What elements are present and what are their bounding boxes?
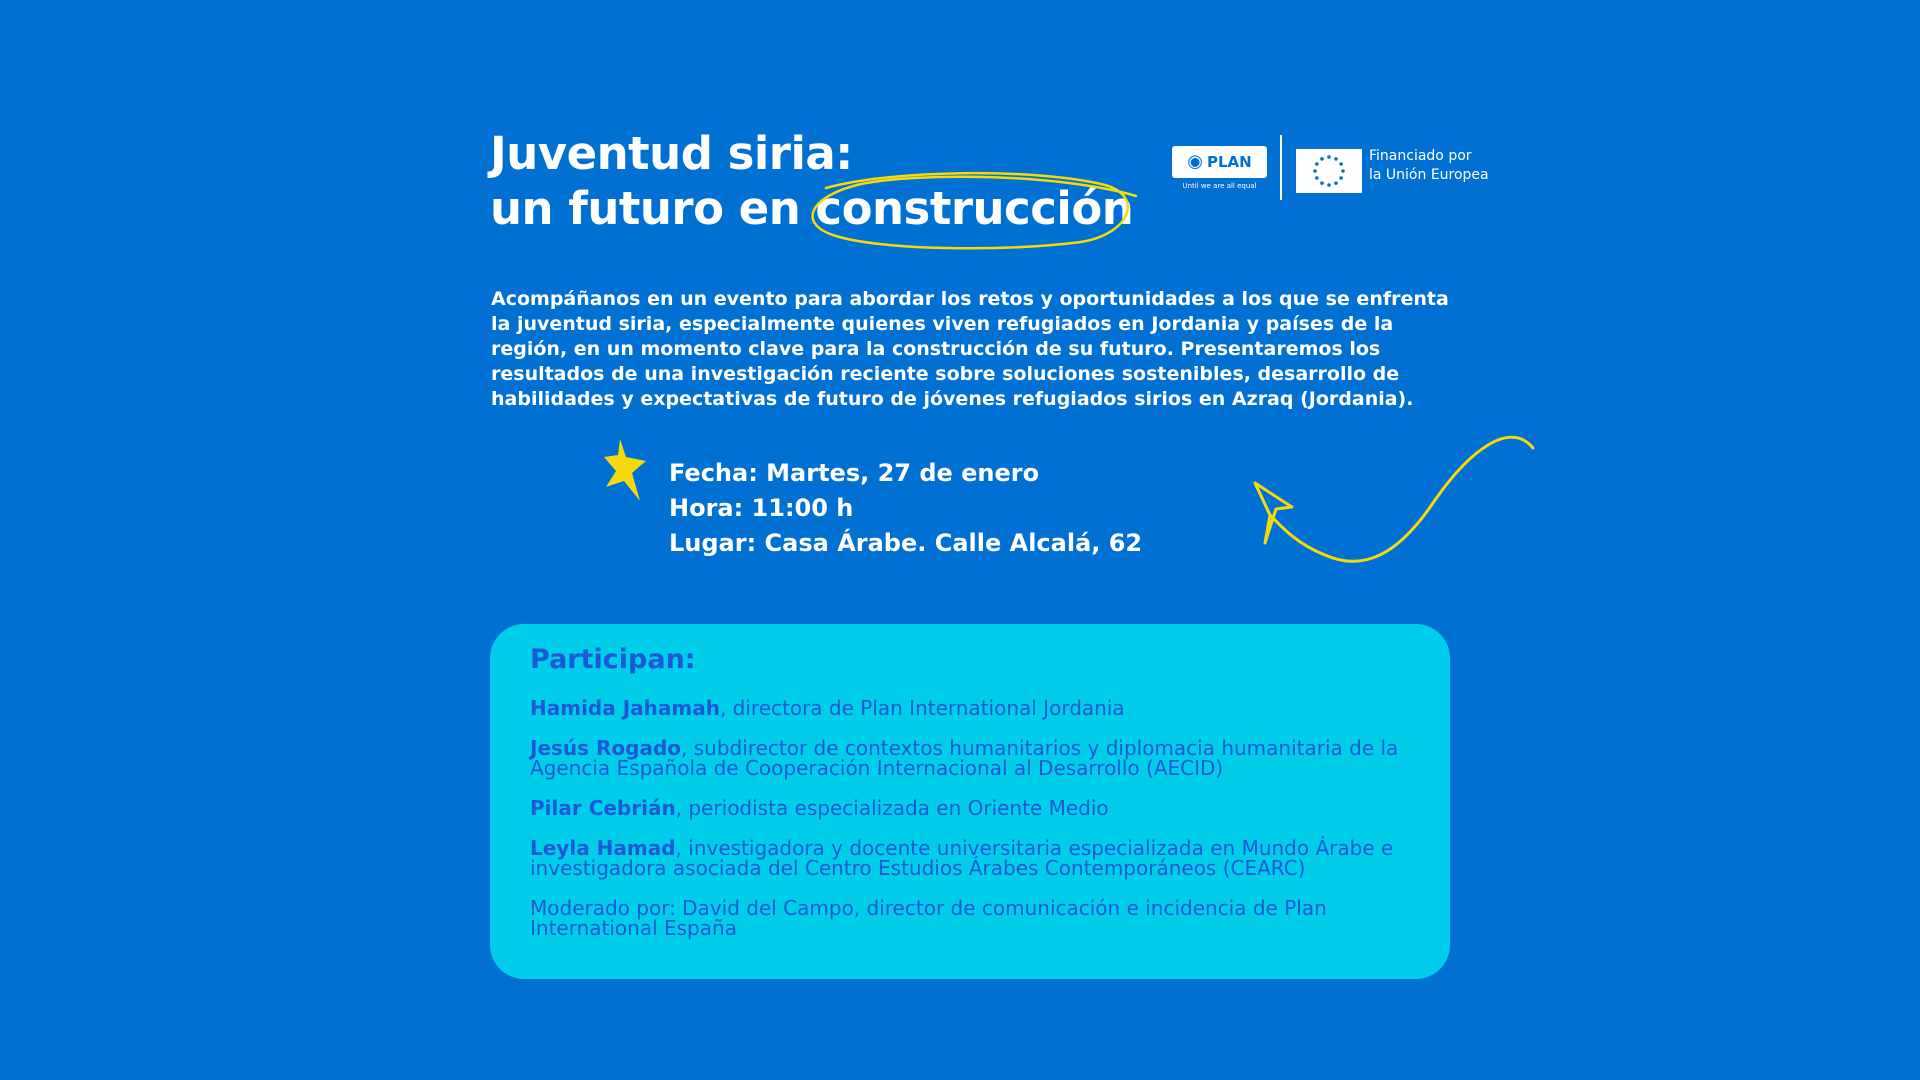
participant-role: , periodista especializada en Oriente Medio <box>675 796 1109 820</box>
title-line-2 <box>490 181 1133 236</box>
title-highlight-text: construcción <box>815 182 1134 235</box>
moderator-item: Moderado por: David del Campo, director de comunicación e incidencia de Plan International España <box>530 896 1327 940</box>
participant-item <box>530 738 1430 778</box>
participants-card <box>490 624 1450 979</box>
plan-international-logo <box>1172 146 1267 190</box>
eu-star <box>1327 183 1331 187</box>
event-time: Hora: 11:00 h <box>669 494 854 522</box>
intro-paragraph: Acompáñanos en un evento para abordar los retos y oportunidades a los que se enfrenta la juventud siria, especialmente quienes viven refugiados en Jordania y países de la región, en un momento clave para la construcción de su futuro. Presentaremos los resultados de una investigación reciente sobre soluciones sostenibles, desarrollo de habilidades y expectativas de futuro de jóvenes refugiados sirios en Azraq (Jordania). <box>491 288 1449 410</box>
participant-name: Jesús Rogado <box>530 736 682 760</box>
eu-star <box>1315 176 1319 180</box>
eu-star <box>1320 181 1324 185</box>
participant-item <box>530 838 1430 878</box>
event-location: Lugar: Casa Árabe. Calle Alcalá, 62 <box>669 529 1143 557</box>
circle-doodle-icon <box>801 166 1147 250</box>
participant-name: Hamida Jahamah <box>530 696 720 720</box>
participant-item <box>530 798 1430 818</box>
participant-name: Leyla Hamad <box>530 836 676 860</box>
eu-star <box>1327 155 1331 159</box>
page-title <box>490 126 1133 236</box>
participants-list <box>530 698 1430 958</box>
logo-divider <box>1280 135 1282 200</box>
title-line-1: Juventud siria: <box>490 127 853 180</box>
eu-star <box>1339 176 1343 180</box>
eu-flag-icon <box>1296 149 1362 193</box>
title-highlight <box>815 181 1133 236</box>
eu-line-1: Financiado por <box>1369 148 1472 164</box>
arrow-doodle-icon <box>1240 425 1540 575</box>
pin-icon <box>600 437 652 503</box>
eu-funding-text <box>1369 147 1489 185</box>
title-prefix: un futuro en <box>490 182 801 235</box>
plan-globe-icon: ◉ <box>1187 151 1203 172</box>
eu-star <box>1320 157 1324 161</box>
eu-star <box>1313 169 1317 173</box>
participant-item <box>530 698 1430 718</box>
participant-role: , investigadora y docente universitaria especializada en Mundo Árabe e investigadora asociada del Centro Estudios Árabes Contemporáneos (CEARC) <box>530 836 1394 880</box>
eu-line-2: la Unión Europea <box>1369 167 1489 183</box>
event-date: Fecha: Martes, 27 de enero <box>669 459 1040 487</box>
eu-star <box>1334 181 1338 185</box>
eu-star <box>1339 162 1343 166</box>
participants-heading: Participan: <box>530 644 696 675</box>
eu-star <box>1334 157 1338 161</box>
plan-tagline: Until we are all equal <box>1182 182 1257 190</box>
event-details <box>669 456 1142 561</box>
eu-star <box>1341 169 1345 173</box>
participant-name: Pilar Cebrián <box>530 796 676 820</box>
participant-role: , subdirector de contextos humanitarios y diplomacia humanitaria de la Agencia Española de Cooperación Internacional al Desarrollo (AECID) <box>530 736 1399 780</box>
participant-role: , directora de Plan International Jordania <box>719 696 1125 720</box>
eu-star <box>1315 162 1319 166</box>
plan-logo-word: PLAN <box>1207 152 1252 171</box>
